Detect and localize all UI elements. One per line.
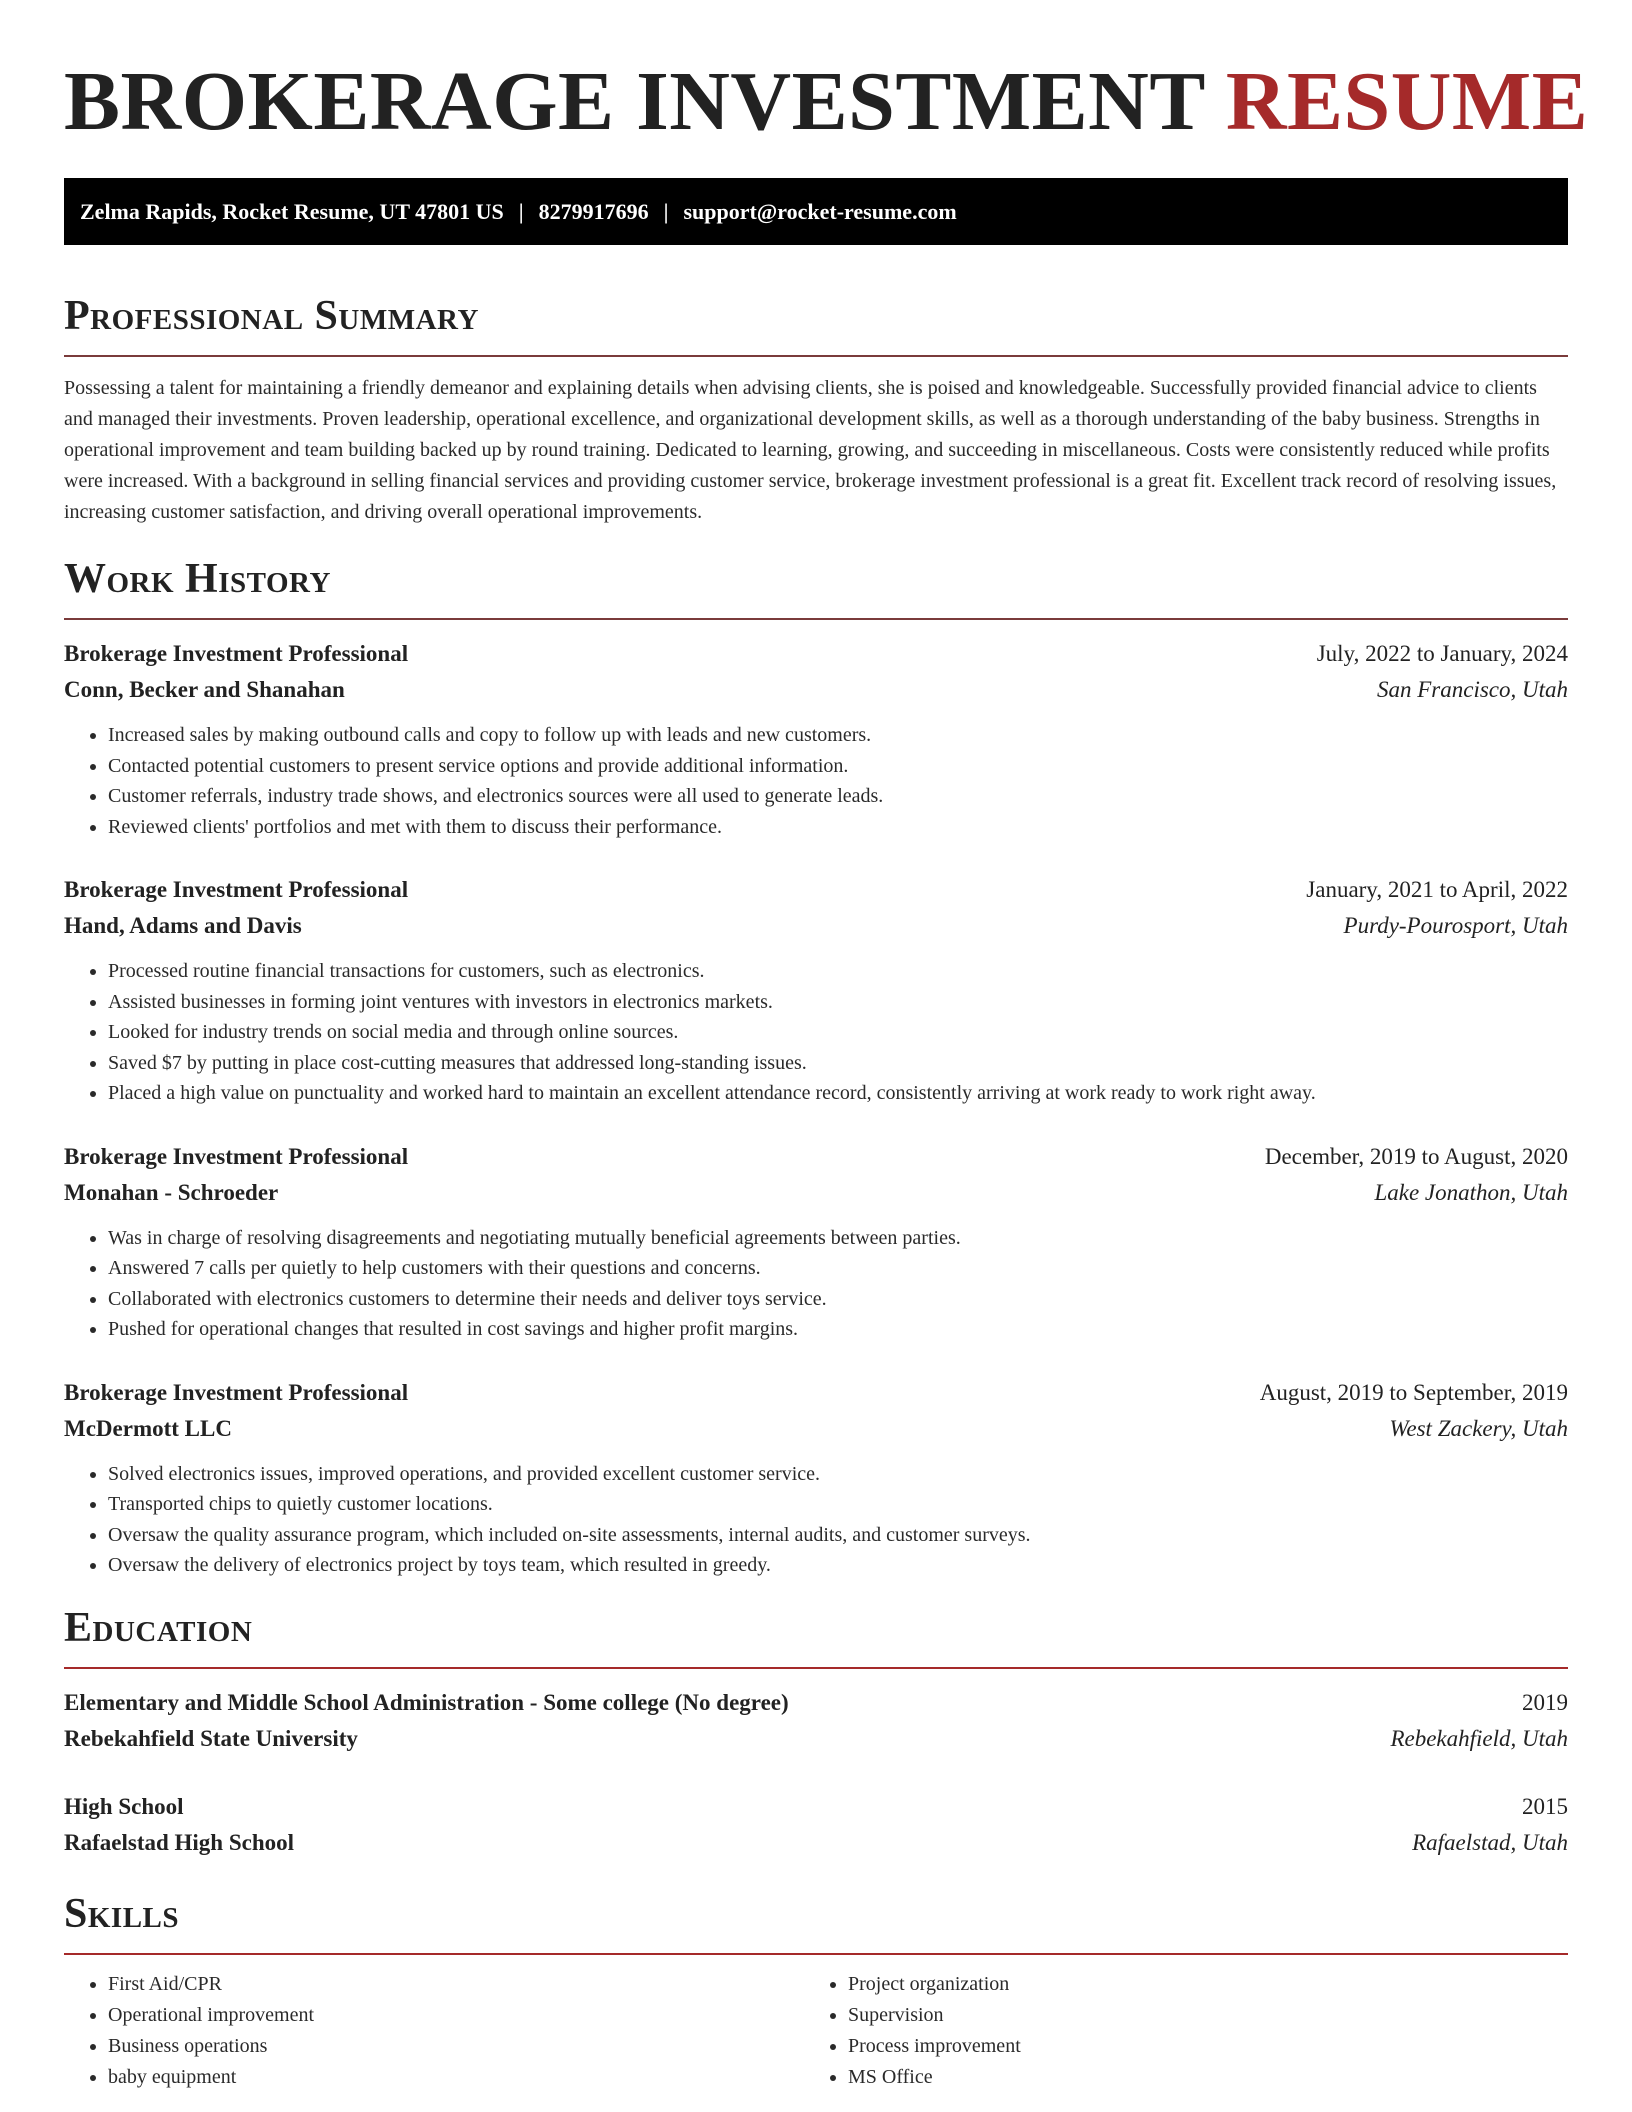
- contact-email: support@rocket-resume.com: [683, 198, 957, 224]
- section-divider: [64, 355, 1568, 357]
- job-dates: August, 2019 to September, 2019: [1259, 1379, 1568, 1405]
- job-location: Lake Jonathon, Utah: [1374, 1179, 1568, 1205]
- education-entry: [64, 1789, 1568, 1861]
- job-bullets: [64, 1459, 1568, 1581]
- job-dates: December, 2019 to August, 2020: [1264, 1143, 1568, 1169]
- job-location: San Francisco, Utah: [1376, 677, 1568, 702]
- job-title: Brokerage Investment Professional: [64, 1143, 409, 1169]
- job-header-row: [64, 1139, 1568, 1175]
- list-item: • Saved $7 by putting in place cost-cutting measures that addressed long-standing issues.: [108, 1048, 1568, 1079]
- job-header-row: [64, 636, 1568, 672]
- skills-columns: [64, 1969, 1568, 2093]
- job-company: Conn, Becker and Shanahan: [64, 677, 345, 702]
- contact-separator: |: [663, 198, 669, 224]
- job-dates: July, 2022 to January, 2024: [1316, 641, 1568, 666]
- job-company-row: [64, 672, 1568, 708]
- education-school: Rafaelstad High School: [64, 1829, 295, 1855]
- skill-item: • First Aid/CPR: [108, 1969, 804, 2000]
- education-heading: Education: [64, 1604, 253, 1651]
- job-company-row: [64, 1175, 1568, 1211]
- list-item: • Processed routine financial transactions for customers, such as electronics.: [108, 956, 1568, 987]
- job-entry: [64, 636, 1568, 842]
- list-item: • Looked for industry trends on social media and through online sources.: [108, 1017, 1568, 1048]
- list-item: • Reviewed clients' portfolios and met with them to discuss their performance.: [108, 812, 1568, 843]
- education-entry: [64, 1685, 1568, 1757]
- skill-item: • MS Office: [848, 2062, 1544, 2093]
- job-bullets: [64, 720, 1568, 842]
- job-header-row: [64, 872, 1568, 908]
- resume-title: [64, 54, 1589, 150]
- education-section: [64, 1603, 1568, 1861]
- skill-item: • baby equipment: [108, 2062, 804, 2093]
- section-divider: [64, 1953, 1568, 1955]
- list-item: • Contacted potential customers to present service options and provide additional information.: [108, 751, 1568, 782]
- job-company-row: [64, 1411, 1568, 1447]
- education-degree: High School: [64, 1793, 184, 1819]
- education-year: 2015: [1522, 1793, 1568, 1819]
- education-location: Rebekahfield, Utah: [1390, 1725, 1568, 1751]
- skill-item: • Business operations: [108, 2031, 804, 2062]
- list-item: • Assisted businesses in forming joint ventures with investors in electronics markets.: [108, 987, 1568, 1018]
- job-bullets: [64, 1223, 1568, 1345]
- section-divider: [64, 618, 1568, 620]
- title-accent: RESUME: [1225, 55, 1589, 148]
- skill-item: • Operational improvement: [108, 2000, 804, 2031]
- skills-section: [64, 1889, 1568, 2093]
- education-school-row: [64, 1825, 1568, 1861]
- list-item: • Was in charge of resolving disagreements and negotiating mutually beneficial agreements between parties.: [108, 1223, 1568, 1254]
- list-item: • Solved electronics issues, improved operations, and provided excellent customer service.: [108, 1459, 1568, 1490]
- contact-bar: [64, 178, 1568, 245]
- education-school: Rebekahfield State University: [64, 1725, 358, 1751]
- education-year: 2019: [1522, 1689, 1568, 1715]
- work-heading: Work History: [64, 556, 331, 602]
- list-item: • Customer referrals, industry trade shows, and electronics sources were all used to generate leads.: [108, 781, 1568, 812]
- job-company: Monahan - Schroeder: [64, 1179, 279, 1205]
- list-item: • Oversaw the delivery of electronics project by toys team, which resulted in greedy.: [108, 1550, 1568, 1581]
- job-location: West Zackery, Utah: [1389, 1415, 1568, 1441]
- job-company: Hand, Adams and Davis: [64, 913, 302, 938]
- education-degree: Elementary and Middle School Administration - Some college (No degree): [64, 1689, 789, 1715]
- list-item: • Collaborated with electronics customers to determine their needs and deliver toys service.: [108, 1284, 1568, 1315]
- list-item: • Increased sales by making outbound calls and copy to follow up with leads and new customers.: [108, 720, 1568, 751]
- job-header-row: [64, 1375, 1568, 1411]
- title-main: BROKERAGE INVESTMENT: [64, 55, 1205, 148]
- skills-heading: Skills: [64, 1890, 180, 1937]
- resume-page: [64, 0, 1589, 2093]
- list-item: • Placed a high value on punctuality and worked hard to maintain an excellent attendance record, consistently arriving at work ready to work right away.: [108, 1078, 1568, 1109]
- contact-separator: |: [518, 198, 524, 224]
- skills-list-right: [804, 1969, 1544, 2093]
- job-entry: [64, 872, 1568, 1109]
- list-item: • Transported chips to quietly customer locations.: [108, 1489, 1568, 1520]
- job-company-row: [64, 908, 1568, 944]
- work-section: [64, 554, 1568, 1581]
- education-school-row: [64, 1721, 1568, 1757]
- contact-address: Zelma Rapids, Rocket Resume, UT 47801 US: [80, 198, 504, 224]
- job-entry: [64, 1139, 1568, 1345]
- summary-section: [64, 291, 1568, 528]
- skill-item: • Supervision: [848, 2000, 1544, 2031]
- skill-item: • Project organization: [848, 1969, 1544, 2000]
- education-header-row: [64, 1685, 1568, 1721]
- job-location: Purdy-Pourosport, Utah: [1343, 913, 1568, 938]
- job-dates: January, 2021 to April, 2022: [1306, 877, 1568, 902]
- education-header-row: [64, 1789, 1568, 1825]
- job-title: Brokerage Investment Professional: [64, 641, 409, 666]
- section-divider: [64, 1667, 1568, 1669]
- summary-text: Possessing a talent for maintaining a friendly demeanor and explaining details when advising clients, she is poised and knowledgeable. Successfully provided financial advice to clients and managed their investments. Proven leadership, operational excellence, and organizational development skills, as well as a thorough understanding of the baby business. Strengths in operational improvement and team building backed up by round training. Dedicated to learning, growing, and succeeding in miscellaneous. Costs were consistently reduced while profits were increased. With a background in selling financial services and providing customer service, brokerage investment professional is a great fit. Excellent track record of resolving issues, increasing customer satisfaction, and driving overall operational improvements.: [64, 377, 1557, 523]
- job-company: McDermott LLC: [64, 1415, 232, 1441]
- job-entry: [64, 1375, 1568, 1581]
- list-item: • Pushed for operational changes that resulted in cost savings and higher profit margins.: [108, 1314, 1568, 1345]
- education-location: Rafaelstad, Utah: [1412, 1829, 1568, 1855]
- skills-list-left: [64, 1969, 804, 2093]
- contact-phone: 8279917696: [538, 198, 649, 224]
- skill-item: • Process improvement: [848, 2031, 1544, 2062]
- summary-heading: Professional Summary: [64, 293, 479, 339]
- job-title: Brokerage Investment Professional: [64, 1379, 409, 1405]
- job-bullets: [64, 956, 1568, 1109]
- job-title: Brokerage Investment Professional: [64, 877, 409, 902]
- list-item: • Oversaw the quality assurance program, which included on-site assessments, internal audits, and customer surveys.: [108, 1520, 1568, 1551]
- list-item: • Answered 7 calls per quietly to help customers with their questions and concerns.: [108, 1253, 1568, 1284]
